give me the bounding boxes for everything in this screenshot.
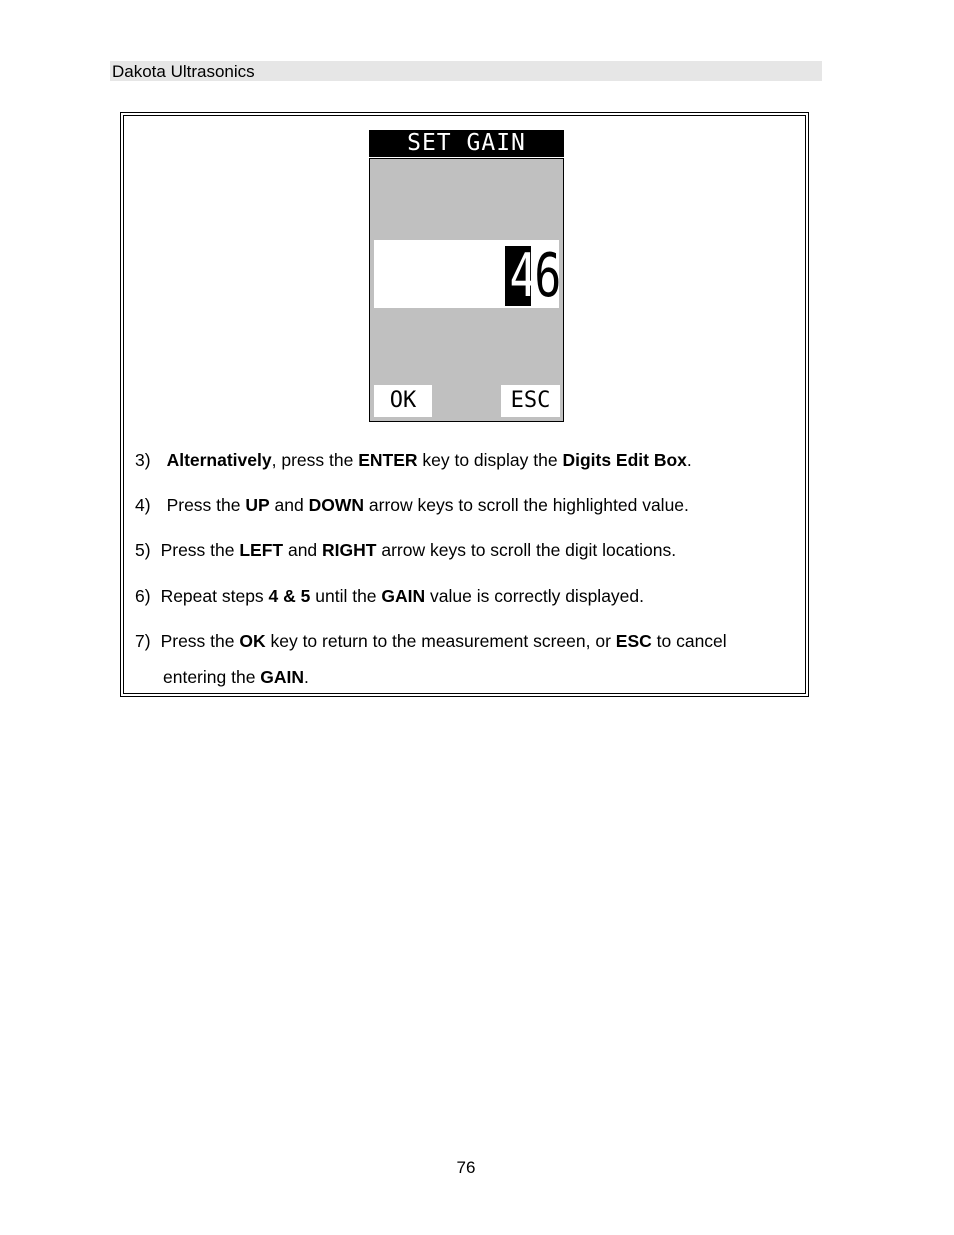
text-run: , press the <box>271 450 359 470</box>
digits-edit-box[interactable] <box>374 240 562 311</box>
esc-softkey[interactable]: ESC <box>501 385 560 417</box>
text-run: value is correctly displayed. <box>425 586 645 606</box>
text-run: Press the <box>166 495 246 515</box>
step-number: 3) <box>135 450 151 470</box>
text-run: Press the <box>160 540 240 560</box>
step-text <box>161 631 727 651</box>
step-6 <box>135 585 644 607</box>
text-run: Repeat steps <box>160 586 269 606</box>
step-4 <box>135 494 689 516</box>
step-text <box>167 450 692 470</box>
text-run: . <box>686 450 692 470</box>
text-run: entering the <box>163 667 261 687</box>
text-run: Press the <box>160 631 240 651</box>
step-number: 5) <box>135 540 151 560</box>
bold-term: RIGHT <box>322 540 377 560</box>
page-header <box>110 61 822 81</box>
digit[interactable]: 6 <box>534 241 562 311</box>
bold-term: OK <box>239 631 266 651</box>
bold-term: ENTER <box>358 450 418 470</box>
bold-term: LEFT <box>239 540 284 560</box>
step-3 <box>135 449 692 471</box>
step-7-continuation <box>163 666 309 688</box>
text-run: key to return to the measurement screen, or <box>265 631 616 651</box>
text-run: and <box>283 540 323 560</box>
text-run: . <box>304 667 309 687</box>
bold-term: Digits Edit Box <box>562 450 687 470</box>
step-text <box>163 667 309 687</box>
text-run: arrow keys to scroll the highlighted value. <box>364 495 689 515</box>
bold-term: Alternatively <box>166 450 272 470</box>
text-run: until the <box>310 586 382 606</box>
gain-value <box>505 241 562 311</box>
text-run: key to display the <box>417 450 563 470</box>
ok-softkey[interactable]: OK <box>374 385 432 417</box>
step-7 <box>135 630 727 652</box>
text-run: to cancel <box>651 631 727 651</box>
step-number: 7) <box>135 631 151 651</box>
step-number: 4) <box>135 495 151 515</box>
page-number: 76 <box>456 1158 476 1177</box>
step-5 <box>135 539 676 561</box>
header-title: Dakota Ultrasonics <box>112 62 255 81</box>
gauge-screen <box>369 158 564 422</box>
bold-term: GAIN <box>381 586 426 606</box>
step-text <box>167 495 689 515</box>
step-number: 6) <box>135 586 151 606</box>
step-text <box>161 586 644 606</box>
bold-term: ESC <box>615 631 652 651</box>
digit-highlighted[interactable]: 4 <box>505 246 531 306</box>
bold-term: UP <box>245 495 270 515</box>
text-run: arrow keys to scroll the digit locations. <box>376 540 677 560</box>
bold-term: 4 & 5 <box>268 586 311 606</box>
bold-term: DOWN <box>308 495 365 515</box>
text-run: and <box>269 495 309 515</box>
step-text <box>161 540 677 560</box>
screen-title: SET GAIN <box>369 130 564 157</box>
bold-term: GAIN <box>260 667 305 687</box>
